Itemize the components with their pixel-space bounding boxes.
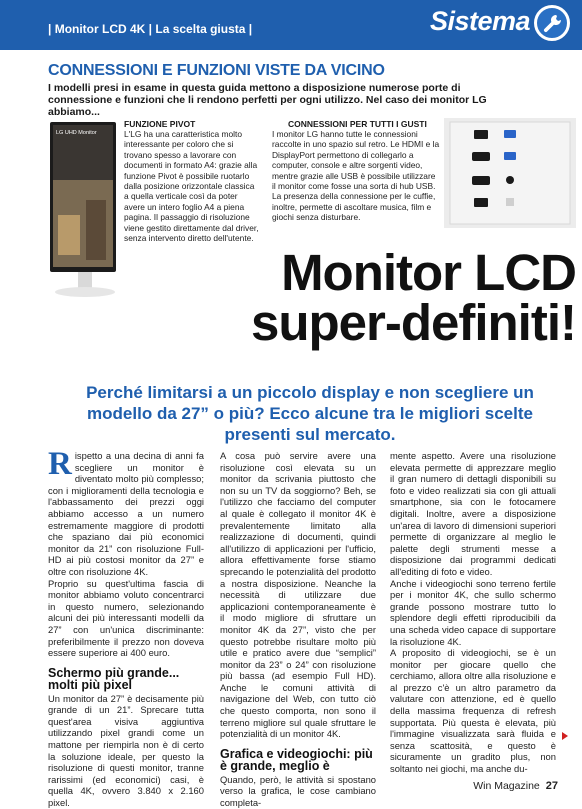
ports-title: CONNESSIONI PER TUTTI I GUSTI [288,119,427,129]
usb-port-icon [504,152,516,160]
connections-intro: I modelli presi in esame in questa guida mettono a disposizione numerose porte di connessione e funzioni che li rendono perfetti per ogni utilizzo. Nel caso dei monitor LG abbiamo... [48,82,487,118]
lg-monitor-pivot-image [48,120,120,298]
article-column-3 [390,450,556,775]
hdmi-port-icon [472,176,490,185]
paragraph: Proprio su quest'ultima fascia di monitor abbiamo voluto concentrarci in questo numero, selezionando alcuni dei più interessanti modelli da 27” con un'unica discriminante: preferibilmente il prezzo non doveva essere superiore ai 400 euro. [48,577,204,659]
magazine-name: Win Magazine [473,780,540,792]
headline-line-2: super-definiti! [251,294,576,351]
article-column-2 [220,450,376,809]
usb-port-icon [504,130,516,138]
page-number: 27 [545,780,558,792]
monitor-ports-image [444,118,576,228]
section-title: Sistema [429,6,530,36]
pivot-title: FUNZIONE PIVOT [124,119,196,129]
paragraph: Rispetto a una decina di anni fa scegliere un monitor è diventato molto più complesso; con i miglioramenti della tecnologia e l'abbassamento dei prezzi oggi abbiamo accesso a un numero estremamente maggiore di prodotti che spaziano dai più economici monitor da 21” con risoluzione Full-HD ai più costosi monitor da 27” e oltre con risoluzione 4K. [48,446,204,577]
drop-cap: R [48,446,72,482]
hdmi-port-icon [472,152,490,161]
subheading: Grafica e videogiochi: più è grande, meglio è [220,746,373,773]
ports-text: I monitor LG hanno tutte le connessioni raccolte in uno spazio sul retro. Le HDMI e la DisplayPort permettono di collegarlo a computer, console e altre sorgenti video, mentre grazie alle USB è possibile utilizzare il monitor come fosse una sorta di hub USB. La presenza della connessione per le cuffie, inoltre, permette di ascoltare musica, film e giochi senza disturbare. [272,129,440,223]
monitor-brand-label: LG UHD Monitor [56,130,97,136]
pivot-text: L'LG ha una caratteristica molto interessante per coloro che si trovano spesso a lavorare con documenti in formato A4: grazie alla funzione Pivot è possibile ruotarlo dalla posizione orizzontale classica a quella verticale così da poter avere un intero foglio A4 a piena pagina. Il passaggio di risoluzione viene gestito direttamente dal driver, senza intervento diretto dell'utente. [124,129,259,244]
headline-line-1: Monitor LCD [281,244,576,301]
paragraph: mente aspetto. Avere una risoluzione elevata permette di apprezzare meglio il gran numero di dettagli disponibili su foto e video realizzati sia con gli attuali smartphone, sia con le fotocamere digitali. Inoltre, avere a disposizione un'area di lavoro di dimensioni superiori permette di organizzare al meglio le palette degli strumenti messe a disposizione dai programmi dedicati all'editing di foto e video. [390,450,556,577]
wrench-icon [534,5,570,41]
article-column-1 [48,446,204,809]
page-footer [473,780,558,792]
paragraph: Quando, però, le attività si spostano verso la grafica, le cose cambiano completa- [220,773,376,809]
paragraph: A cosa può servire avere una risoluzione così elevata su un monitor da scrivania piuttosto che non su un TV da soggiorno? Beh, se l'utilizzo che facciamo del computer al quale è collegato il monitor 4K è prevalentemente limitato alla realizzazione di documenti, quindi all'utilizzo di applicazioni per l'ufficio, allora effettivamente forse stiamo sprecando le potenzialità del prodotto a nostra disposizione. Neanche la necessità di utilizzare due applicazioni contemporaneamente è il modo migliore di sfruttare un monitor 4K da 27”, visto che per questo potrebbe risultare molto più utile e pratico avere due “semplici” monitor da 23” o 24” con risoluzione più bassa (ad esempio Full HD). Anche le comuni attività di navigazione del Web, con tutto ciò che questo comporta, non sono il terreno migliore sul quale sfruttare le potenzialità di un monitor 4K. [220,450,376,740]
wrench-glyph [541,12,565,36]
connections-title: CONNESSIONI E FUNZIONI VISTE DA VICINO [48,62,385,79]
displayport-icon [474,198,488,207]
paragraph: Anche i videogiochi sono terreno fertile per i monitor 4K, che sullo schermo grande possono mostrare tutto lo splendore degli effetti riproducibili da una scheda video capace di supportare la risoluzione 4K. [390,577,556,647]
section-header-bar [0,0,582,50]
paragraph: Un monitor da 27” è decisamente più grande di un 21”. Sprecare tutta quest'area visiva aggiuntiva utilizzando pixel grandi come un mattone per riempirla non è di certo la soluzione ideale, per questo la risoluzione di questi monitor, tranne rarissimi (ed economici) casi, è quella 4K, ovvero 3.840 x 2.160 pixel. [48,692,204,809]
headphone-jack-icon [506,176,514,184]
continue-arrow-icon [562,732,568,740]
breadcrumb: | Monitor LCD 4K | La scelta giusta | [48,22,253,36]
paragraph: A proposito di videogiochi, se è un monitor per giocare quello che cerchiamo, allora oltre alla risoluzione e al prezzo c'è un altro parametro da valutare con attenzione, ed è quello della massima frequenza di refresh supportata. Più questa è elevata, più l'immagine visualizzata sarà fluida e senza scattosità, e questo è sicuramente un gradito plus, non soltanto nei giochi, ma anche du- [390,647,556,775]
usb-port-icon [474,130,488,139]
subheading: Schermo più grande... molti più pixel [48,665,180,692]
article-headline [186,244,576,351]
article-standfirst: Perché limitarsi a un piccolo display e non scegliere un modello da 27” o più? Ecco alcune tra le migliori scelte presenti sul mercato. [86,383,534,444]
